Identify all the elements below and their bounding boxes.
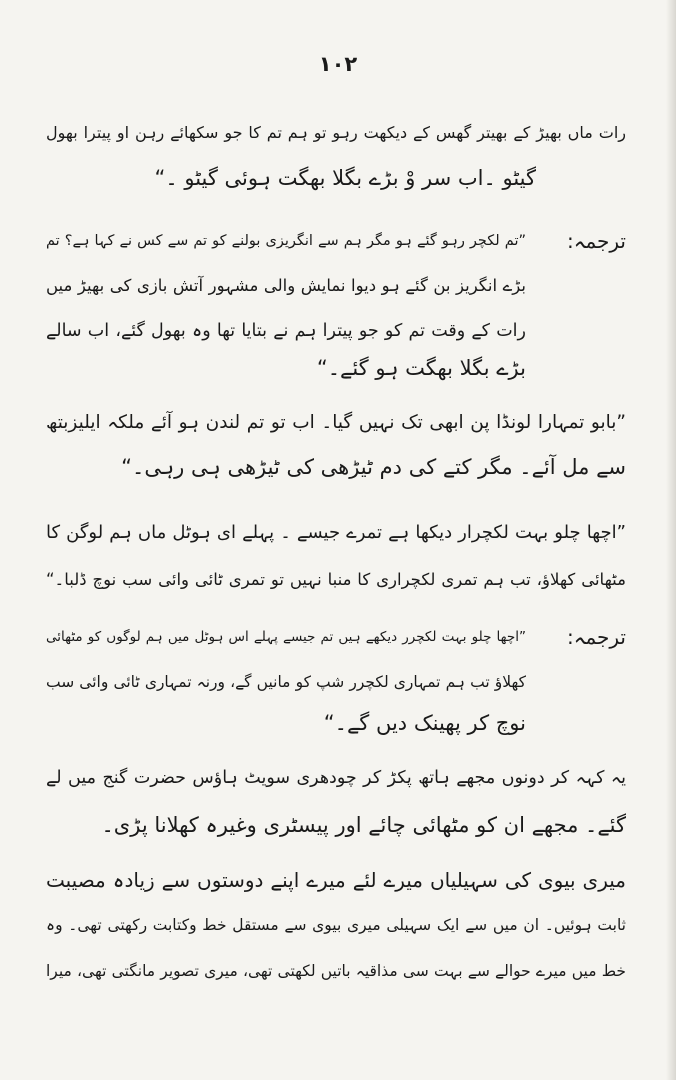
page-edge-shadow (666, 0, 676, 1080)
text-line: بڑے انگریز بن گئے ہو دیوا نمایش والی مشہور آتش بازی کی بھیڑ میں (46, 276, 526, 295)
text-line: گیٹو ۔اب سر وْ بڑے بگلا بھگت ہوئی گیٹو ۔“ (154, 166, 536, 190)
text-line: میری بیوی کی سہیلیاں میرے لئے میرے اپنے دوستوں سے زیادہ مصیبت (46, 868, 626, 892)
text-line: ثابت ہوئیں۔ ان میں سے ایک سہیلی میری بیوی سے مستقل خط وکتابت رکھتی تھی۔ وہ (46, 916, 626, 934)
text-line: گئے۔ مجھے ان کو مٹھائی چائے اور پیسٹری وغیرہ کھلانا پڑی۔ (101, 813, 626, 837)
text-line: ”اچھا چلو بہت لکچرار دیکھا ہے تمرے جیسے ۔ پہلے ای ہوٹل ماں ہم لوگن کا (46, 522, 626, 543)
text-line: ”اچھا چلو بہت لکچرر دیکھے ہیں تم جیسے پہلے اس ہوٹل میں ہم لوگوں کو مٹھائی (46, 629, 526, 645)
text-line: یہ کہہ کر دونوں مجھے ہاتھ پکڑ کر چودھری سویٹ ہاؤس حضرت گنج میں لے (46, 768, 626, 788)
text-line: مٹھائی کھلاؤ، تب ہم تمری لکچراری کا منبا نہیں تو تمری ٹائی وائی سب نوچ ڈلبا۔“ (46, 570, 626, 589)
text-line: کھلاؤ تب ہم تمہاری لکچرر شپ کو مانیں گے، ورنہ تمہاری ٹائی وائی سب (46, 673, 526, 691)
text-line: خط میں میرے حوالے سے بہت سی مذاقیہ باتیں لکھتی تھی، میری تصویر مانگتی تھی، میرا (46, 962, 626, 980)
translation-label: ترجمہ: (567, 625, 626, 649)
text-line: رات کے وقت تم کو جو پیترا ہم نے بتایا تھا وہ بھول گئے، اب سالے (46, 321, 526, 341)
text-line: ”بابو تمہارا لونڈا پن ابھی تک نہیں گیا۔ اب تو تم لندن ہو آئے ملکہ ایلیزبتھ (46, 412, 626, 433)
translation-label: ترجمہ: (567, 229, 626, 253)
text-line: سے مل آئے۔ مگر کتے کی دم ٹیڑھی کی ٹیڑھی ہی رہی۔“ (121, 455, 626, 479)
text-line: بڑے بگلا بھگت ہو گئے۔“ (316, 356, 526, 380)
page-number: ۱۰۲ (318, 52, 358, 76)
text-line: رات ماں بھیڑ کے بھیتر گھس کے دیکھت رہو تو ہم تم کا جو سکھائے رہن او پیترا بھول (46, 123, 626, 142)
text-line: نوچ کر پھینک دیں گے۔“ (323, 711, 526, 735)
text-line: ”تم لکچر رہو گئے ہو مگر ہم سے انگریزی بولنے کو تم سے کس نے کہا ہے؟ تم (46, 233, 526, 249)
